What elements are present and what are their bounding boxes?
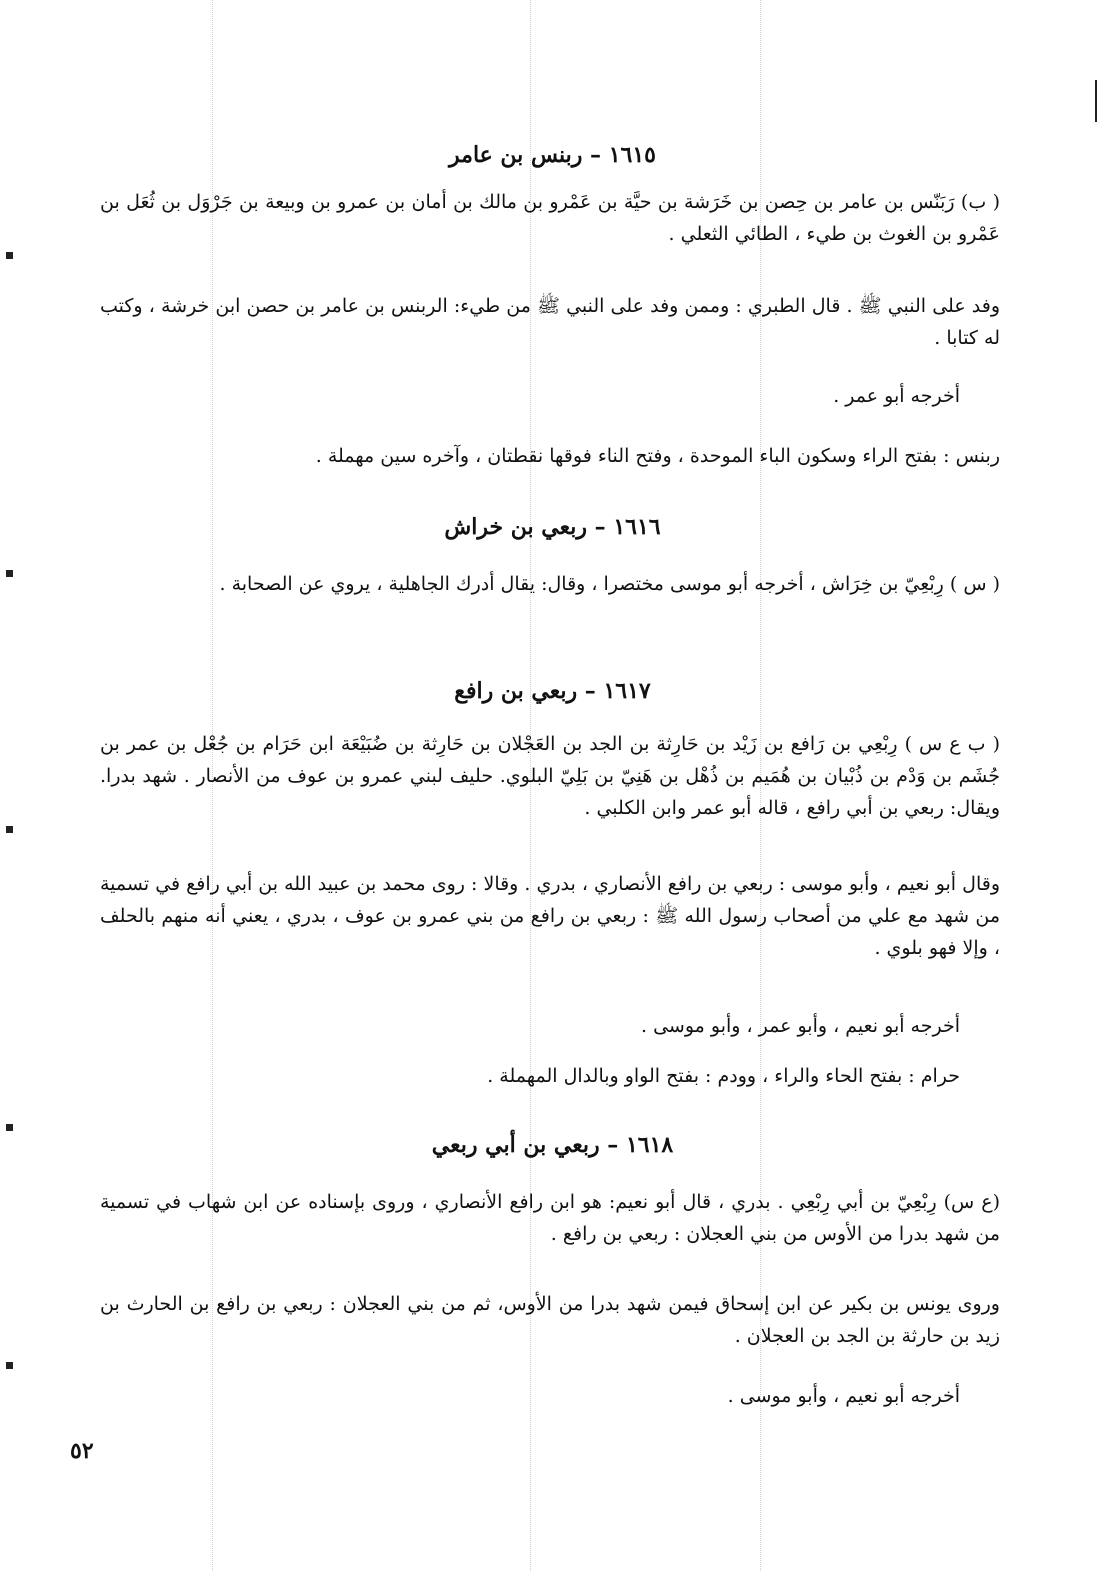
- entry-paragraph: ( س ) رِبْعِيّ بن خِرَاش ، أخرجه أبو موسى مختصرا ، وقال: يقال أدرك الجاهلية ، يروي عن الصحابة .: [219, 573, 1000, 595]
- margin-mark: [6, 252, 13, 259]
- margin-mark: [6, 1362, 13, 1369]
- entry-title: ١٦١٧ – ربعي بن رافع: [454, 678, 651, 704]
- entry-paragraph: أخرجه أبو نعيم ، وأبو موسى .: [727, 1385, 960, 1407]
- entry-title: ١٦١٦ – ربعي بن خراش: [444, 514, 661, 540]
- entry-paragraph: وقال أبو نعيم ، وأبو موسى : ربعي بن رافع الأنصاري ، بدري . وقالا : روى محمد بن عبيد الله بن أبي رافع في تسمية من شهد مع علي من أصحاب رسول الله ﷺ : ربعي بن رافع من بني عمرو بن عوف ، بدري ، يعني أنه منهم بالحلف ، وإلا فهو بلوي .: [100, 873, 1000, 959]
- entry-paragraph: ربنس : بفتح الراء وسكون الباء الموحدة ، وفتح الناء فوقها نقطتان ، وآخره سين مهملة .: [315, 445, 1000, 467]
- entry-paragraph: أخرجه أبو عمر .: [833, 385, 960, 407]
- entry-paragraph: ( ب ع س ) رِبْعِي بن رَافع بن زَيْد بن حَارِثة بن الجد بن العَجْلان بن حَارِثة بن ضُبَيْعَة ابن حَرَام بن جُعْل بن عمر بن جُشَم بن وَدْم بن ذُبْيان بن هُمَيم بن ذُهْل بن هَنِيّ بن بَلِيّ البلوي. حليف لبني عمرو بن عوف من الأنصار . شهد بدرا. ويقال: ربعي بن أبي رافع ، قاله أبو عمر وابن الكلبي .: [100, 733, 1000, 819]
- entry-title: ١٦١٨ – ربعي بن أبي ربعي: [431, 1132, 674, 1158]
- entry-title: ١٦١٥ – ربنس بن عامر: [449, 142, 656, 168]
- entry-paragraph: أخرجه أبو نعيم ، وأبو عمر ، وأبو موسى .: [641, 1015, 960, 1037]
- margin-mark: [6, 826, 13, 833]
- margin-mark: [6, 570, 13, 577]
- margin-bar: [1095, 80, 1097, 122]
- page-number: ٥٢: [70, 1438, 94, 1464]
- entry-paragraph: حرام : بفتح الحاء والراء ، وودم : بفتح الواو وبالدال المهملة .: [487, 1065, 960, 1087]
- entry-paragraph: ( ب) رَبَنّس بن عامر بن حِصن بن خَرَشة بن حيَّة بن عَمْرو بن مالك بن أمان بن عمرو بن وبيعة بن جَرْوَل بن ثُعَل بن عَمْرو بن الغوث بن طيء ، الطائي الثعلي .: [100, 191, 1000, 245]
- entry-paragraph: وفد على النبي ﷺ . قال الطبري : وممن وفد على النبي ﷺ من طيء: الربنس بن عامر بن حصن ابن خرشة ، وكتب له كتابا .: [100, 295, 1000, 349]
- entry-paragraph: وروى يونس بن بكير عن ابن إسحاق فيمن شهد بدرا من الأوس، ثم من بني العجلان : ربعي بن رافع بن الحارث بن زيد بن حارثة بن الجد بن العجلان .: [100, 1293, 1000, 1347]
- entry-paragraph: (ع س) رِبْعِيّ بن أبي رِبْعِي . بدري ، قال أبو نعيم: هو ابن رافع الأنصاري ، وروى بإسناده عن ابن شهاب في تسمية من شهد بدرا من الأوس من بني العجلان : ربعي بن رافع .: [100, 1191, 1000, 1245]
